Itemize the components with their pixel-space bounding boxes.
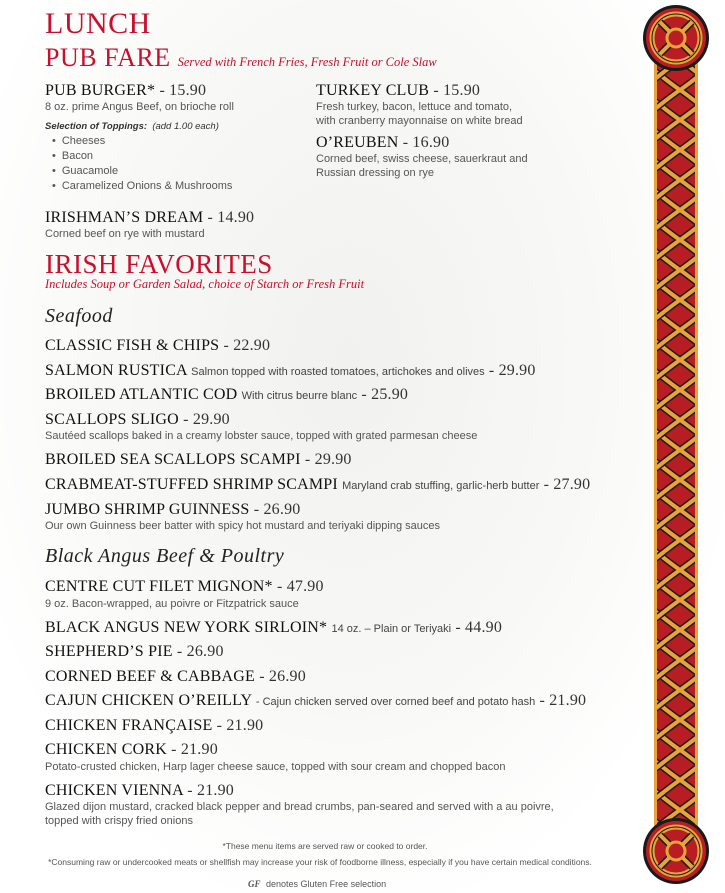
topping-item: • Caramelized Onions & Mushrooms bbox=[52, 179, 232, 194]
celtic-border-decoration bbox=[640, 0, 712, 893]
topping-item: • Guacamole bbox=[52, 164, 232, 179]
menu-item: BLACK ANGUS NEW YORK SIRLOIN* 14 oz. – Plain or Teriyaki - 44.90 bbox=[45, 619, 503, 636]
toppings-label: Selection of Toppings: (add 1.00 each) bbox=[45, 121, 219, 132]
turkey-club-item: TURKEY CLUB - 15.90 bbox=[316, 82, 481, 99]
menu-item: CORNED BEEF & CABBAGE - 26.90 bbox=[45, 668, 306, 685]
irish-favorites-subtitle: Includes Soup or Garden Salad, choice of Starch or Fresh Fruit bbox=[45, 277, 365, 291]
pub-fare-title: PUB FARE bbox=[45, 43, 171, 72]
menu-item-desc: Sautéed scallops baked in a creamy lobster sauce, topped with grated parmesan cheese bbox=[45, 430, 478, 442]
menu-item-desc: Glazed dijon mustard, cracked black pepper and bread crumbs, pan-seared and served with a au poivre, bbox=[45, 801, 554, 813]
top-knot-medallion bbox=[643, 5, 709, 71]
beef-poultry-category: Black Angus Beef & Poultry bbox=[45, 545, 285, 567]
gluten-free-legend: GF denotes Gluten Free selection bbox=[248, 879, 387, 889]
menu-item: CRABMEAT-STUFFED SHRIMP SCAMPI Maryland crab stuffing, garlic-herb butter - 27.90 bbox=[45, 476, 591, 493]
pub-burger-desc: 8 oz. prime Angus Beef, on brioche roll bbox=[45, 101, 234, 113]
oreuben-desc-1: Corned beef, swiss cheese, sauerkraut and bbox=[316, 153, 528, 165]
menu-item-desc: Our own Guinness beer batter with spicy hot mustard and teriyaki dipping sauces bbox=[45, 520, 440, 532]
pub-burger-item: PUB BURGER* - 15.90 bbox=[45, 82, 207, 99]
turkey-club-desc-1: Fresh turkey, bacon, lettuce and tomato, bbox=[316, 101, 513, 113]
irish-favorites-heading: IRISH FAVORITES bbox=[45, 249, 273, 279]
menu-item-desc: Potato-crusted chicken, Harp lager cheese sauce, topped with sour cream and chopped bacon bbox=[45, 761, 506, 773]
menu-item: JUMBO SHRIMP GUINNESS - 26.90 bbox=[45, 501, 301, 518]
menu-item: CHICKEN VIENNA - 21.90 bbox=[45, 782, 234, 799]
menu-item: CHICKEN CORK - 21.90 bbox=[45, 741, 218, 758]
gluten-free-icon: GF bbox=[248, 879, 261, 889]
oreuben-desc-2: Russian dressing on rye bbox=[316, 167, 435, 179]
menu-item: BROILED ATLANTIC COD With citrus beurre blanc - 25.90 bbox=[45, 386, 409, 403]
menu-item: SHEPHERD’S PIE - 26.90 bbox=[45, 643, 224, 660]
menu-item-desc: topped with crispy fried onions bbox=[45, 815, 193, 827]
menu-item: CLASSIC FISH & CHIPS - 22.90 bbox=[45, 337, 271, 354]
irishmans-dream-item: IRISHMAN’S DREAM - 14.90 bbox=[45, 209, 255, 226]
menu-item: SCALLOPS SLIGO - 29.90 bbox=[45, 411, 230, 428]
topping-item: • Cheeses bbox=[52, 134, 232, 149]
pub-fare-heading bbox=[45, 45, 437, 75]
toppings-list bbox=[52, 134, 232, 194]
health-warning: *Consuming raw or undercooked meats or shellfish may increase your risk of foodborne illness, especially if you have certain medical conditions. bbox=[48, 857, 592, 867]
menu-item: BROILED SEA SCALLOPS SCAMPI - 29.90 bbox=[45, 451, 352, 468]
seafood-category: Seafood bbox=[45, 305, 113, 327]
raw-notice: *These menu items are served raw or cooked to order. bbox=[222, 841, 428, 851]
menu-item: SALMON RUSTICA Salmon topped with roasted tomatoes, artichokes and olives - 29.90 bbox=[45, 362, 536, 379]
topping-item: • Bacon bbox=[52, 149, 232, 164]
turkey-club-desc-2: with cranberry mayonnaise on white bread bbox=[316, 115, 523, 127]
irishmans-dream-desc: Corned beef on rye with mustard bbox=[45, 228, 205, 240]
bottom-knot-medallion bbox=[643, 818, 709, 884]
lunch-heading: LUNCH bbox=[45, 7, 151, 40]
menu-item: CHICKEN FRANÇAISE - 21.90 bbox=[45, 717, 264, 734]
menu-item: CAJUN CHICKEN O’REILLY - Cajun chicken served over corned beef and potato hash - 21.90 bbox=[45, 692, 587, 709]
menu-item-desc: 9 oz. Bacon-wrapped, au poivre or Fitzpatrick sauce bbox=[45, 598, 299, 610]
oreuben-item: O’REUBEN - 16.90 bbox=[316, 134, 450, 151]
menu-item: CENTRE CUT FILET MIGNON* - 47.90 bbox=[45, 578, 324, 595]
pub-fare-subtitle: Served with French Fries, Fresh Fruit or Cole Slaw bbox=[177, 55, 437, 69]
